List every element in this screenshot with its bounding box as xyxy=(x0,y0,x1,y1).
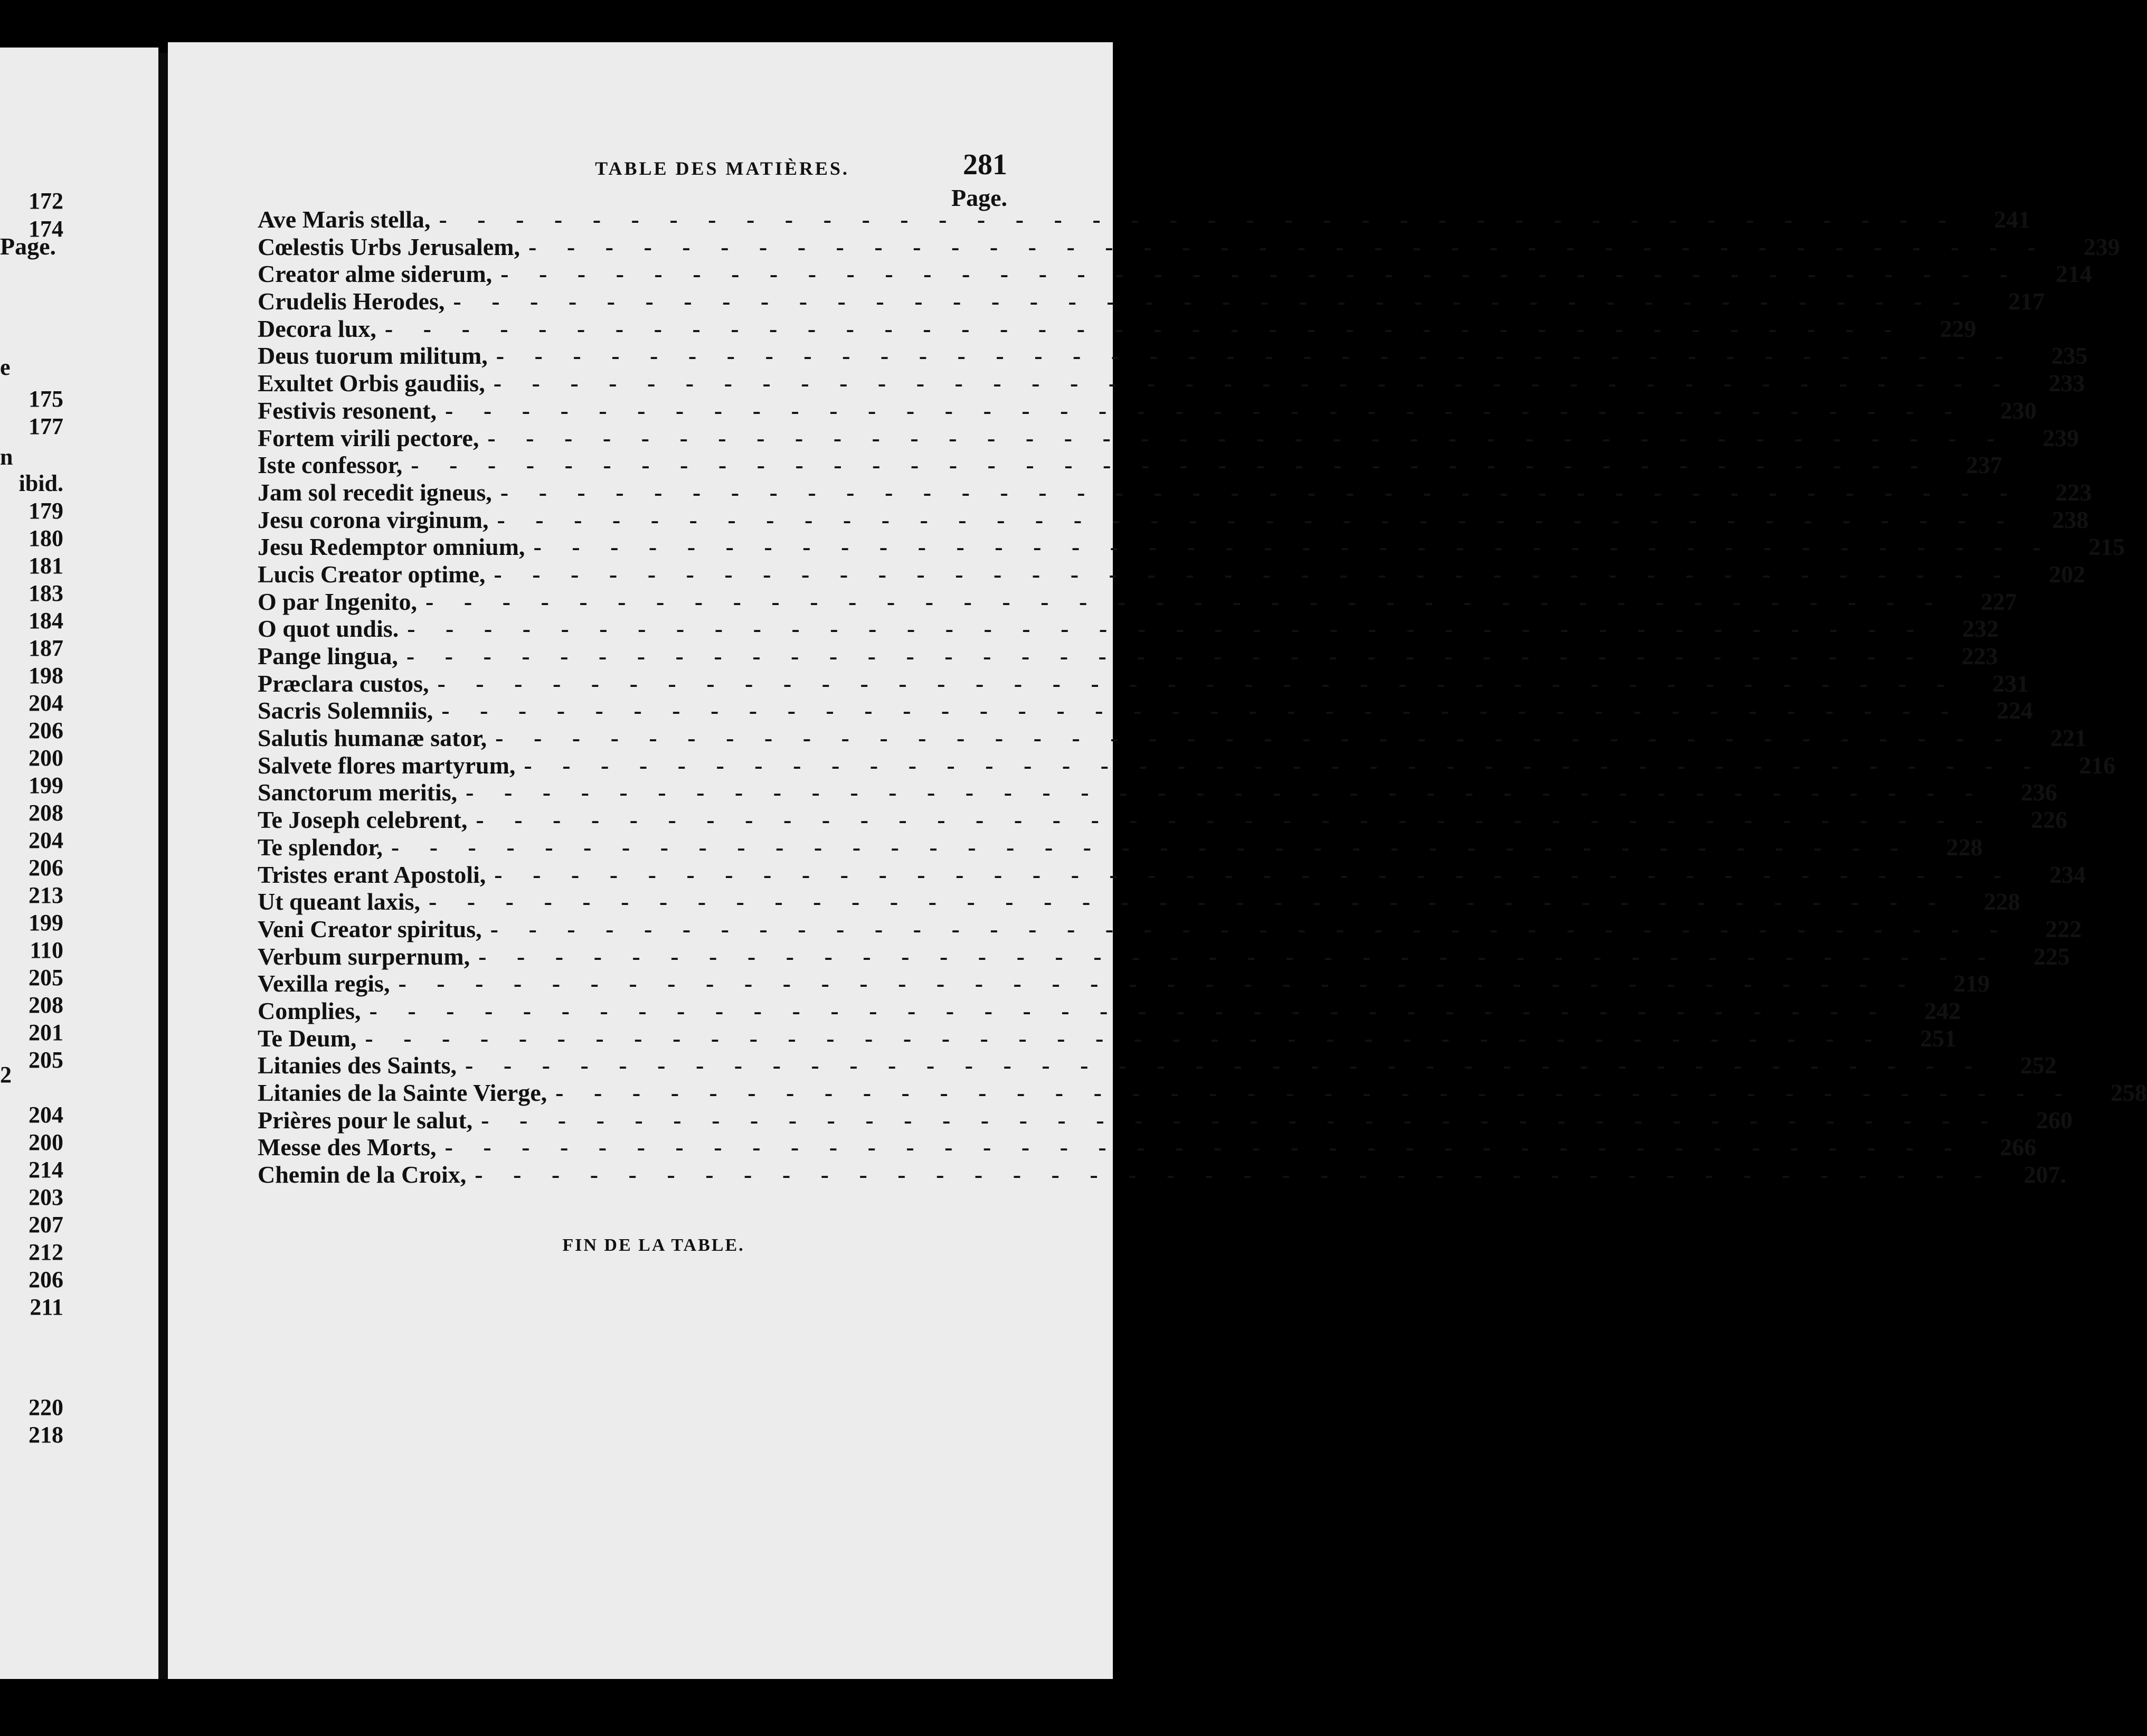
toc-entry xyxy=(258,1024,1957,1052)
previous-page-number: 110 xyxy=(30,937,63,963)
toc-entry xyxy=(258,560,2086,588)
toc-entry-page: 238 xyxy=(2052,506,2089,533)
toc-entry-title: Jesu Redemptor omnium, xyxy=(258,533,525,561)
toc-entry-page: 227 xyxy=(1980,588,2017,615)
previous-page-number: 180 xyxy=(29,525,63,551)
toc-entry-title: Crudelis Herodes, xyxy=(258,288,445,315)
toc-entry xyxy=(258,206,2031,233)
toc-entry-title: O quot undis. xyxy=(258,615,399,643)
dot-leader: - - - - - - - - - - - - - - - - - - - - - - - - - - - - - - - - - - - - - - - - xyxy=(533,533,2072,561)
dot-leader: - - - - - - - - - - - - - - - - - - - - - - - - - - - - - - - - - - - - - - - - xyxy=(428,888,1966,916)
toc-entry-title: Vexilla regis, xyxy=(258,970,390,997)
previous-page-number: 199 xyxy=(29,772,63,798)
previous-page-number: 211 xyxy=(30,1294,63,1320)
toc-entry xyxy=(258,1106,2073,1134)
toc-entry xyxy=(258,833,1983,861)
toc-entry-title: Iste confessor, xyxy=(258,451,403,479)
toc-entry-title: Ave Maris stella, xyxy=(258,206,431,233)
toc-entry xyxy=(258,533,2125,561)
toc-entry-title: Jesu corona virginum, xyxy=(258,506,489,533)
toc-entry-page: 217 xyxy=(2008,288,2045,315)
toc-entry-title: Te Joseph celebrent, xyxy=(258,806,468,834)
dot-leader: - - - - - - - - - - - - - - - - - - - - - - - - - - - - - - - - - - - - - - - - xyxy=(445,397,1983,424)
toc-entry-page: 224 xyxy=(1996,697,2033,724)
dot-leader: - - - - - - - - - - - - - - - - - - - - - - - - - - - - - - - - - - - - - - - - xyxy=(490,915,2028,942)
page-column-label: Page. xyxy=(951,184,1007,211)
toc-entry-page: 231 xyxy=(1992,669,2029,697)
toc-entry-title: Pange lingua, xyxy=(258,643,398,669)
previous-page-number: 181 xyxy=(29,553,63,579)
previous-page-number: 208 xyxy=(29,992,63,1018)
previous-page-number: 198 xyxy=(29,663,63,688)
toc-entry-page: 216 xyxy=(2079,751,2116,779)
dot-leader: - - - - - - - - - - - - - - - - - - - - - - - - - - - - - - - - - - - - - - - - xyxy=(500,260,2038,288)
toc-entry xyxy=(258,288,2045,315)
toc-entry-title: Sacris Solemniis, xyxy=(258,697,433,724)
toc-entry-page: 214 xyxy=(2055,260,2092,288)
toc-entry-title: Deus tuorum militum, xyxy=(258,342,488,370)
toc-entry xyxy=(258,697,2033,724)
previous-page-number: 183 xyxy=(29,580,63,606)
toc-entry xyxy=(258,861,2086,889)
toc-entry xyxy=(258,1161,2067,1188)
previous-page-number: 208 xyxy=(29,800,63,826)
toc-entry xyxy=(258,915,2082,943)
toc-entry-page: 233 xyxy=(2048,370,2085,397)
toc-entry-page: 223 xyxy=(1961,643,1998,669)
toc-entry xyxy=(258,1052,2057,1079)
toc-entry xyxy=(258,260,2092,288)
dot-leader: - - - - - - - - - - - - - - - - - - - - - - - - - - - - - - - - - - - - - - - - xyxy=(494,560,2032,588)
table-of-contents xyxy=(258,206,2147,1188)
dot-leader: - - - - - - - - - - - - - - - - - - - - - - - - - - - - - - - - - - - - - - - - xyxy=(406,643,1944,669)
dot-leader: - - - - - - - - - - - - - - - - - - - - - - - - - - - - - - - - - - - - - - - - xyxy=(478,942,2016,970)
dot-leader: - - - - - - - - - - - - - - - - - - - - - - - - - - - - - - - - - - - - - - - - xyxy=(494,861,2032,888)
toc-entry xyxy=(258,451,2003,479)
page-number: 281 xyxy=(963,148,1007,181)
toc-entry-page: 223 xyxy=(2055,478,2092,506)
dot-leader: - - - - - - - - - - - - - - - - - - - - - - - - - - - - - - - - - - - - - - - - xyxy=(411,451,1949,479)
toc-entry-page: 241 xyxy=(1994,206,2031,233)
toc-entry xyxy=(258,779,2057,806)
toc-entry-page: 237 xyxy=(1966,451,2003,479)
dot-leader: - - - - - - - - - - - - - - - - - - - - - - - - - - - - - - - - - - - - - - - - xyxy=(524,751,2062,779)
toc-entry-title: Salutis humanæ sator, xyxy=(258,724,487,752)
previous-page-number: 201 xyxy=(29,1020,63,1045)
previous-page-edge xyxy=(0,48,158,1679)
dot-leader: - - - - - - - - - - - - - - - - - - - - - - - - - - - - - - - - - - - - - - - - xyxy=(466,779,2003,806)
toc-entry-page: 219 xyxy=(1953,970,1990,997)
toc-entry-title: Decora lux, xyxy=(258,315,376,342)
previous-page-number: 204 xyxy=(29,690,63,716)
dot-leader: - - - - - - - - - - - - - - - - - - - - - - - - - - - - - - - - - - - - - - - - xyxy=(465,1052,2003,1079)
toc-entry-page: 251 xyxy=(1920,1024,1957,1052)
previous-page-number: 218 xyxy=(29,1422,63,1448)
toc-entry-page: 260 xyxy=(2036,1106,2073,1134)
dot-leader: - - - - - - - - - - - - - - - - - - - - - - - - - - - - - - - - - - - - - - - - xyxy=(439,206,1977,233)
toc-entry-title: Fortem virili pectore, xyxy=(258,424,479,451)
toc-entry-page: 202 xyxy=(2049,560,2086,588)
toc-entry xyxy=(258,1134,2037,1161)
toc-entry-title: Festivis resonent, xyxy=(258,397,437,424)
previous-page-number: 206 xyxy=(29,855,63,881)
toc-entry-page: 266 xyxy=(2000,1134,2037,1161)
previous-page-number: 200 xyxy=(29,1129,63,1155)
dot-leader: - - - - - - - - - - - - - - - - - - - - - - - - - - - - - - - - - - - - - - - - xyxy=(444,1134,1983,1161)
previous-page-number: 203 xyxy=(29,1184,63,1210)
toc-entry xyxy=(258,751,2116,779)
toc-entry xyxy=(258,315,1976,343)
book-page xyxy=(168,42,2147,1679)
toc-entry-title: Litanies des Saints, xyxy=(258,1052,457,1079)
previous-page-label: Page. xyxy=(0,233,56,260)
toc-entry xyxy=(258,1079,2147,1107)
toc-entry-title: Exultet Orbis gaudiis, xyxy=(258,370,485,397)
dot-leader: - - - - - - - - - - - - - - - - - - - - - - - - - - - - - - - - - - - - - - - - xyxy=(555,1079,2093,1106)
toc-entry-title: Salvete flores martyrum, xyxy=(258,751,516,779)
previous-page-number: 204 xyxy=(29,1102,63,1128)
toc-entry-page: 239 xyxy=(2042,424,2079,451)
dot-leader: - - - - - - - - - - - - - - - - - - - - - - - - - - - - - - - - - - - - - - - - xyxy=(495,724,2033,752)
dot-leader: - - - - - - - - - - - - - - - - - - - - - - - - - - - - - - - - - - - - - - - - xyxy=(407,615,1945,643)
dot-leader: - - - - - - - - - - - - - - - - - - - - - - - - - - - - - - - - - - - - - - - - xyxy=(496,342,2034,370)
previous-page-number: 177 xyxy=(29,413,63,439)
toc-entry-page: 221 xyxy=(2050,724,2087,752)
toc-entry-title: Verbum surpernum, xyxy=(258,942,470,970)
previous-page-number: 205 xyxy=(29,1047,63,1073)
previous-page-number: 200 xyxy=(29,745,63,771)
previous-page-number: 212 xyxy=(29,1239,63,1265)
end-note: FIN DE LA TABLE. xyxy=(562,1235,745,1255)
previous-page-number: 175 xyxy=(29,386,63,412)
dot-leader: - - - - - - - - - - - - - - - - - - - - - - - - - - - - - - - - - - - - - - - - xyxy=(398,970,1936,997)
toc-entry-page: 222 xyxy=(2045,915,2082,942)
toc-entry-title: Veni Creator spiritus, xyxy=(258,915,482,942)
toc-entry-page: 242 xyxy=(1924,997,1961,1024)
toc-entry xyxy=(258,970,1990,997)
toc-entry-title: Litanies de la Sainte Vierge, xyxy=(258,1079,547,1106)
toc-entry xyxy=(258,342,2088,370)
previous-page-fragment: 2 xyxy=(0,1062,12,1088)
toc-entry-page: 215 xyxy=(2088,533,2125,561)
toc-entry-title: Chemin de la Croix, xyxy=(258,1161,467,1188)
dot-leader: - - - - - - - - - - - - - - - - - - - - - - - - - - - - - - - - - - - - - - - - xyxy=(453,288,1991,315)
previous-page-fragment: n xyxy=(0,444,13,470)
dot-leader: - - - - - - - - - - - - - - - - - - - - - - - - - - - - - - - - - - - - - - - - xyxy=(493,370,2031,397)
toc-entry-page: 230 xyxy=(2000,397,2037,424)
toc-entry-title: Creator alme siderum, xyxy=(258,260,493,288)
toc-entry xyxy=(258,615,1999,643)
toc-entry xyxy=(258,942,2070,970)
toc-entry-page: 232 xyxy=(1962,615,1999,643)
toc-entry-page: 234 xyxy=(2049,861,2086,888)
dot-leader: - - - - - - - - - - - - - - - - - - - - - - - - - - - - - - - - - - - - - - - - xyxy=(476,806,2014,834)
dot-leader: - - - - - - - - - - - - - - - - - - - - - - - - - - - - - - - - - - - - - - - - xyxy=(487,424,2026,451)
previous-page-number: ibid. xyxy=(18,470,63,496)
toc-entry-title: Jam sol recedit igneus, xyxy=(258,478,492,506)
previous-page-number: 205 xyxy=(29,965,63,990)
toc-entry-title: Complies, xyxy=(258,997,361,1024)
dot-leader: - - - - - - - - - - - - - - - - - - - - - - - - - - - - - - - - - - - - - - - - xyxy=(425,588,1963,615)
previous-page-number: 174 xyxy=(29,216,63,242)
toc-entry-page: 225 xyxy=(2033,942,2070,970)
dot-leader: - - - - - - - - - - - - - - - - - - - - - - - - - - - - - - - - - - - - - - - - xyxy=(497,506,2035,533)
toc-entry-title: Prières pour le salut, xyxy=(258,1106,473,1134)
toc-entry-title: Te splendor, xyxy=(258,833,383,861)
previous-page-number: 199 xyxy=(29,910,63,936)
toc-entry-title: Lucis Creator optime, xyxy=(258,560,486,588)
toc-entry xyxy=(258,806,2068,834)
toc-entry xyxy=(258,478,2092,506)
dot-leader: - - - - - - - - - - - - - - - - - - - - - - - - - - - - - - - - - - - - - - - - xyxy=(365,1024,1903,1052)
previous-page-number: 179 xyxy=(29,498,63,524)
toc-entry-page: 239 xyxy=(2083,233,2120,260)
dot-leader: - - - - - - - - - - - - - - - - - - - - - - - - - - - - - - - - - - - - - - - - xyxy=(500,478,2038,506)
toc-entry-title: Te Deum, xyxy=(258,1024,357,1052)
toc-entry-page: 226 xyxy=(2031,806,2068,834)
toc-entry xyxy=(258,888,2020,916)
dot-leader: - - - - - - - - - - - - - - - - - - - - - - - - - - - - - - - - - - - - - - - - xyxy=(475,1161,2013,1188)
dot-leader: - - - - - - - - - - - - - - - - - - - - - - - - - - - - - - - - - - - - - - - - xyxy=(384,315,1923,342)
toc-entry xyxy=(258,424,2079,452)
dot-leader: - - - - - - - - - - - - - - - - - - - - - - - - - - - - - - - - - - - - - - - - xyxy=(369,997,1907,1024)
toc-entry xyxy=(258,643,1998,670)
toc-entry-title: Tristes erant Apostoli, xyxy=(258,861,486,888)
toc-entry-title: Præclara custos, xyxy=(258,669,429,697)
toc-entry-page: 235 xyxy=(2051,342,2088,370)
toc-entry-page: 229 xyxy=(1940,315,1976,342)
toc-entry-page: 228 xyxy=(1983,888,2020,916)
toc-entry-title: Messe des Morts, xyxy=(258,1134,437,1161)
toc-entry-title: Cœlestis Urbs Jerusalem, xyxy=(258,233,520,260)
toc-entry-title: O par Ingenito, xyxy=(258,588,418,615)
toc-entry-page: 228 xyxy=(1946,833,1983,861)
toc-entry-page: 236 xyxy=(2020,779,2057,806)
running-title: TABLE DES MATIÈRES. xyxy=(595,158,849,179)
book-spine xyxy=(158,53,168,1679)
toc-entry xyxy=(258,397,2037,424)
toc-entry xyxy=(258,669,2029,697)
dot-leader: - - - - - - - - - - - - - - - - - - - - - - - - - - - - - - - - - - - - - - - - xyxy=(437,669,1975,697)
previous-page-number: 207 xyxy=(29,1212,63,1238)
toc-entry xyxy=(258,997,1961,1025)
toc-entry-title: Ut queant laxis, xyxy=(258,888,420,916)
toc-entry-page: 252 xyxy=(2020,1052,2057,1079)
toc-entry xyxy=(258,724,2087,752)
previous-page-fragment: e xyxy=(0,354,11,380)
previous-page-number: 214 xyxy=(29,1157,63,1183)
previous-page-number: 206 xyxy=(29,1267,63,1292)
toc-entry xyxy=(258,506,2089,534)
toc-entry xyxy=(258,370,2085,397)
dot-leader: - - - - - - - - - - - - - - - - - - - - - - - - - - - - - - - - - - - - - - - - xyxy=(481,1106,2019,1134)
previous-page-number: 184 xyxy=(29,608,63,634)
toc-entry-page: 258 xyxy=(2110,1079,2147,1106)
dot-leader: - - - - - - - - - - - - - - - - - - - - - - - - - - - - - - - - - - - - - - - - xyxy=(391,833,1929,861)
toc-entry xyxy=(258,233,2120,261)
dot-leader: - - - - - - - - - - - - - - - - - - - - - - - - - - - - - - - - - - - - - - - - xyxy=(441,697,1979,724)
toc-entry-page: 207. xyxy=(2023,1161,2067,1188)
toc-entry xyxy=(258,588,2017,616)
dot-leader: - - - - - - - - - - - - - - - - - - - - - - - - - - - - - - - - - - - - - - - - xyxy=(528,233,2066,260)
previous-page-number: 213 xyxy=(29,882,63,908)
previous-page-number: 204 xyxy=(29,827,63,853)
toc-entry-title: Sanctorum meritis, xyxy=(258,779,458,806)
previous-page-number: 220 xyxy=(29,1394,63,1420)
previous-page-number: 206 xyxy=(29,718,63,743)
previous-page-number: 172 xyxy=(29,188,63,214)
previous-page-number: 187 xyxy=(29,635,63,661)
